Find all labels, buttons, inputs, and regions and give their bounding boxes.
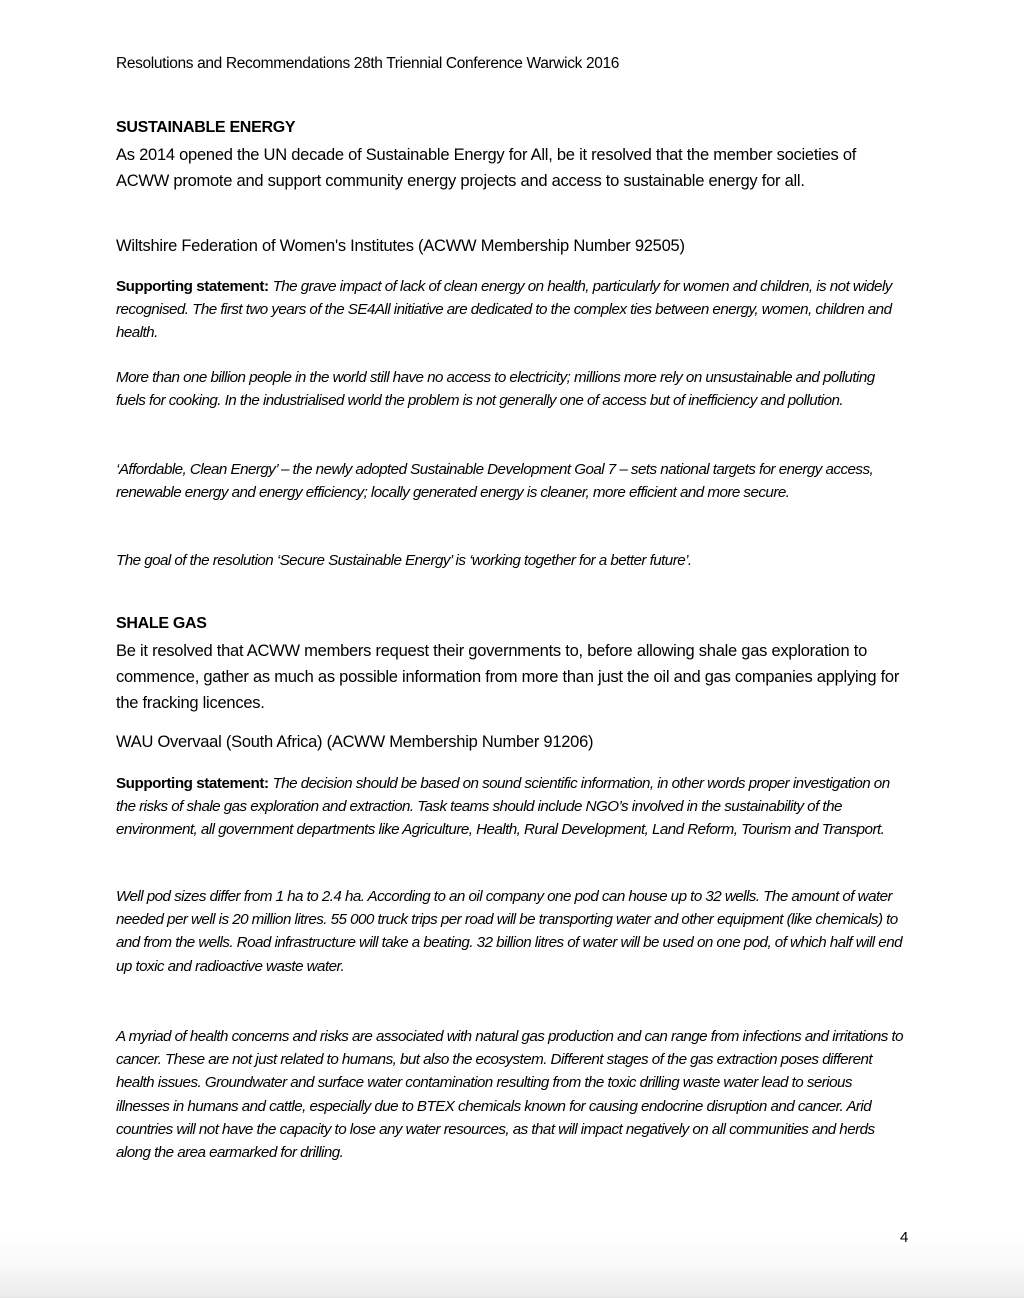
section-title-sustainable-energy: SUSTAINABLE ENERGY bbox=[116, 119, 296, 136]
proposer-shale-gas: WAU Overvaal (South Africa) (ACWW Membership Number 91206) bbox=[116, 733, 594, 751]
section-title-shale-gas: SHALE GAS bbox=[116, 615, 207, 632]
supporting-paragraph: The grave impact of lack of clean energy on health, particularly for women and children, is not widely recognised. The first two years of the SE4All initiative are dedicated to the complex ties between energy, women, children and health. bbox=[116, 278, 892, 342]
page-number: 4 bbox=[900, 1229, 909, 1246]
resolution-text-sustainable-energy: As 2014 opened the UN decade of Sustainable Energy for All, be it resolved that the member societies of ACWW promote and support community energy projects and access to sustainable energy for all. bbox=[116, 146, 857, 190]
supporting-statement-sustainable-energy bbox=[116, 275, 906, 345]
resolution-text-shale-gas: Be it resolved that ACWW members request their governments to, before allowing shale gas exploration to commence, gather as much as possible information from more than just the oil and gas companies applying for the fracking licences. bbox=[116, 642, 900, 712]
supporting-paragraph: A myriad of health concerns and risks are associated with natural gas production and can range from infections and irritations to cancer. These are not just related to humans, but also the ecosystem. Different stages of the gas extraction poses different health issues. Groundwater and surface water contamination resulting from the toxic drilling waste water lead to serious illnesses in humans and cattle, especially due to BTEX chemicals known for causing endocrine disruption and cancer. Arid countries will not have the capacity to lose any water resources, as that will impact negatively on all communities and herds along the area earmarked for drilling. bbox=[116, 1028, 904, 1162]
supporting-statement-label: Supporting statement: bbox=[116, 775, 269, 792]
supporting-statement-label: Supporting statement: bbox=[116, 278, 269, 295]
supporting-paragraph: The goal of the resolution ‘Secure Sustainable Energy’ is ‘working together for a better future’. bbox=[116, 552, 692, 569]
supporting-statement-shale-gas bbox=[116, 772, 906, 842]
proposer-sustainable-energy: Wiltshire Federation of Women's Institutes (ACWW Membership Number 92505) bbox=[116, 237, 685, 255]
supporting-paragraph: ‘Affordable, Clean Energy’ – the newly adopted Sustainable Development Goal 7 – sets national targets for energy access, renewable energy and energy efficiency; locally generated energy is cleaner, more efficient and more secure. bbox=[116, 461, 874, 502]
supporting-paragraph: Well pod sizes differ from 1 ha to 2.4 ha. According to an oil company one pod can house up to 32 wells. The amount of water needed per well is 20 million litres. 55 000 truck trips per road will be transporting water and other equipment (like chemicals) to and from the wells. Road infrastructure will take a beating. 32 billion litres of water will be used on one pod, of which half will end up toxic and radioactive waste water. bbox=[116, 888, 902, 975]
running-header: Resolutions and Recommendations 28th Triennial Conference Warwick 2016 bbox=[116, 55, 620, 72]
supporting-paragraph: The decision should be based on sound scientific information, in other words proper investigation on the risks of shale gas exploration and extraction. Task teams should include NGO’s involved in the sustainability of the environment, all government departments like Agriculture, Health, Rural Development, Land Reform, Tourism and Transport. bbox=[116, 775, 890, 839]
supporting-paragraph: More than one billion people in the world still have no access to electricity; millions more rely on unsustainable and polluting fuels for cooking. In the industrialised world the problem is not generally one of access but of inefficiency and pollution. bbox=[116, 369, 875, 410]
